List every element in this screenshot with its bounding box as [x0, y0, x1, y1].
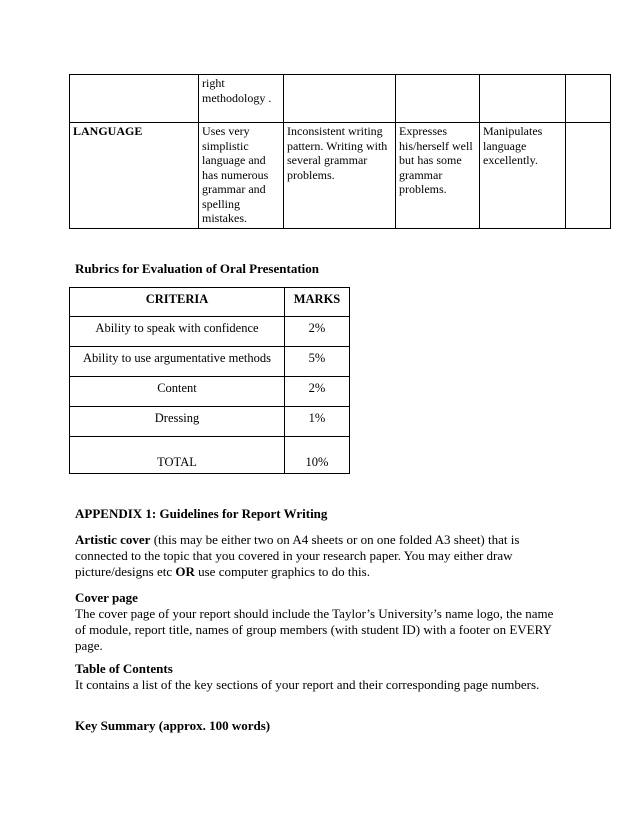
row-label: LANGUAGE	[70, 123, 199, 229]
table-header-row	[70, 288, 350, 317]
table-row	[70, 377, 350, 407]
or-emphasis: OR	[175, 564, 195, 579]
oral-rubric-title: Rubrics for Evaluation of Oral Presentation	[75, 261, 319, 276]
criteria-header: CRITERIA	[70, 288, 285, 317]
marks-cell: 2%	[285, 317, 350, 347]
table-cell	[284, 75, 396, 123]
table-row	[70, 75, 611, 123]
language-rubric-table	[69, 74, 611, 229]
key-summary-heading: Key Summary (approx. 100 words)	[75, 718, 271, 733]
criteria-cell: Dressing	[70, 407, 285, 437]
marks-cell: 2%	[285, 377, 350, 407]
paragraph-text: The cover page of your report should include the Taylor’s University’s name logo, the name of module, report title, names of group members (with student ID) with a footer on EVERY page.	[75, 606, 554, 653]
marks-header: MARKS	[285, 288, 350, 317]
criteria-cell: Ability to speak with confidence	[70, 317, 285, 347]
table-cell: Uses very simplistic language and has numerous grammar and spelling mistakes.	[199, 123, 284, 229]
criteria-cell: Ability to use argumentative methods	[70, 347, 285, 377]
table-row	[70, 407, 350, 437]
artistic-cover-paragraph	[75, 532, 565, 580]
table-cell	[566, 75, 611, 123]
marks-cell: 1%	[285, 407, 350, 437]
toc-section	[75, 661, 565, 693]
criteria-cell: Content	[70, 377, 285, 407]
marks-cell: 5%	[285, 347, 350, 377]
paragraph-text: use computer graphics to do this.	[194, 564, 370, 579]
table-cell	[396, 75, 480, 123]
table-cell: Inconsistent writing pattern. Writing with several grammar problems.	[284, 123, 396, 229]
oral-rubric-table	[69, 287, 350, 474]
table-cell: right methodology .	[199, 75, 284, 123]
section-heading: Table of Contents	[75, 661, 173, 676]
table-row	[70, 123, 611, 229]
table-row	[70, 317, 350, 347]
table-total-row	[70, 437, 350, 474]
table-cell	[70, 75, 199, 123]
table-row	[70, 347, 350, 377]
table-cell	[480, 75, 566, 123]
total-label: TOTAL	[70, 437, 285, 474]
artistic-cover-lead: Artistic cover	[75, 532, 151, 547]
paragraph-text: It contains a list of the key sections of your report and their corresponding page numbers.	[75, 677, 540, 692]
total-marks: 10%	[285, 437, 350, 474]
table-cell: Expresses his/herself well but has some grammar problems.	[396, 123, 480, 229]
paragraph-text: (this may be either two on A4 sheets or on one folded A3 sheet) that is connected to the topic that you covered in your research paper. You may either draw picture/designs etc	[75, 532, 520, 579]
appendix-title: APPENDIX 1: Guidelines for Report Writing	[75, 506, 328, 521]
table-cell: Manipulates language excellently.	[480, 123, 566, 229]
section-heading: Cover page	[75, 590, 138, 605]
table-cell	[566, 123, 611, 229]
cover-page-section	[75, 590, 565, 654]
